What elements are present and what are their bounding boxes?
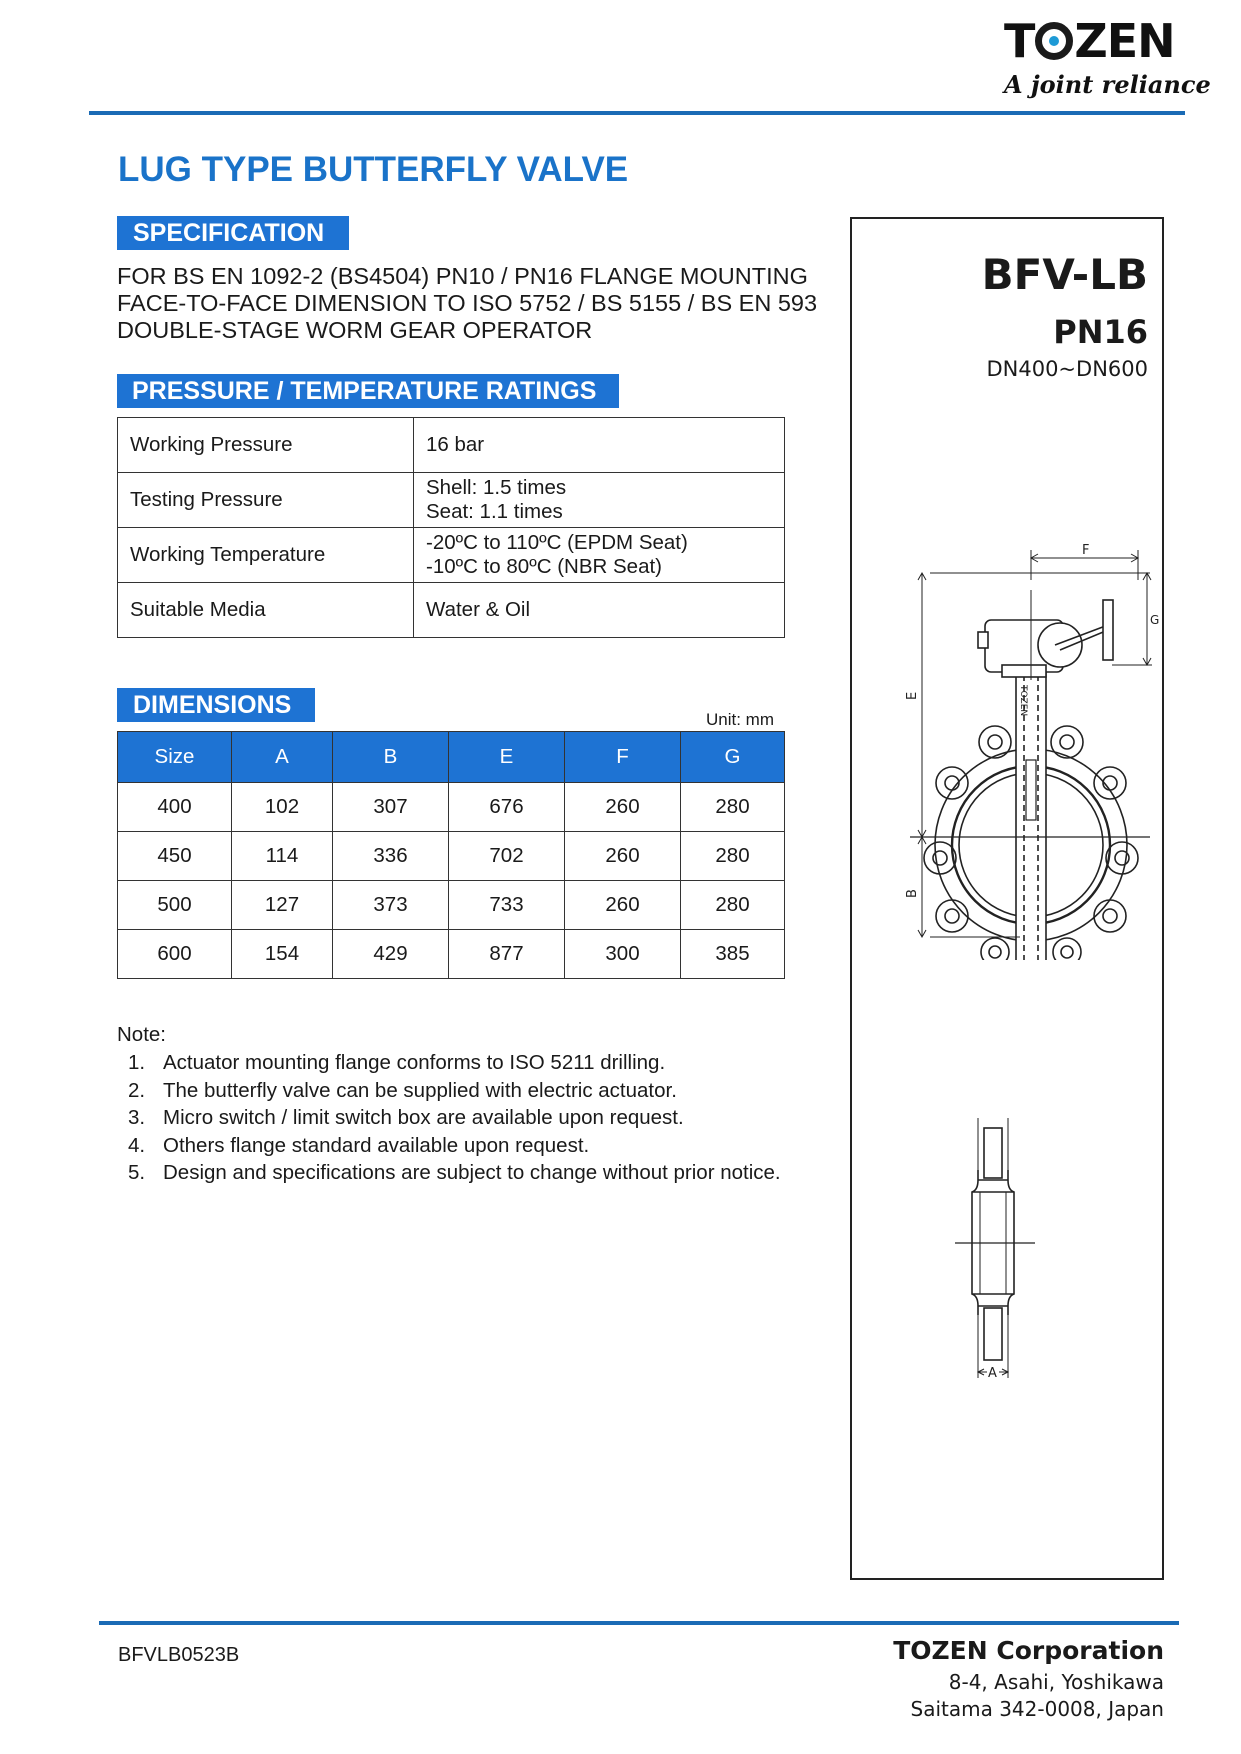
rating-value-line: Shell: 1.5 times	[426, 476, 567, 499]
dimensions-table	[117, 731, 785, 979]
col-header-f: F	[565, 732, 681, 783]
col-header-b: B	[333, 732, 449, 783]
table-cell: 127	[232, 881, 333, 930]
header-rule	[89, 111, 1185, 115]
rating-value	[414, 418, 785, 473]
page-title: LUG TYPE BUTTERFLY VALVE	[118, 150, 629, 189]
table-cell: 400	[118, 783, 232, 832]
note-number: 2.	[128, 1078, 146, 1102]
spec-line: FOR BS EN 1092-2 (BS4504) PN10 / PN16 FLANGE MOUNTING	[117, 263, 808, 289]
table-cell: 280	[681, 783, 785, 832]
table-cell: 260	[565, 832, 681, 881]
rating-value	[414, 528, 785, 583]
table-row	[118, 930, 785, 979]
note-text: Micro switch / limit switch box are available upon request.	[163, 1106, 684, 1129]
company-tagline: A joint reliance	[1004, 70, 1211, 99]
note-number: 4.	[128, 1133, 146, 1157]
rating-label: Testing Pressure	[118, 473, 414, 528]
note-number: 1.	[128, 1051, 146, 1074]
table-cell: 676	[449, 783, 565, 832]
col-header-size: Size	[118, 732, 232, 783]
table-cell: 373	[333, 881, 449, 930]
notes-title: Note:	[117, 1023, 166, 1046]
table-cell: 102	[232, 783, 333, 832]
unit-label: Unit: mm	[706, 710, 774, 729]
ratings-row	[118, 583, 785, 638]
table-cell: 336	[333, 832, 449, 881]
model-code: BFV-LB	[981, 250, 1148, 299]
document-code: BFVLB0523B	[118, 1644, 240, 1666]
table-cell: 280	[681, 881, 785, 930]
table-cell: 260	[565, 881, 681, 930]
note-item	[128, 1049, 781, 1077]
table-cell: 429	[333, 930, 449, 979]
company-logo: T ZEN	[1004, 14, 1175, 68]
logo-o-mark	[1035, 22, 1073, 60]
ratings-row	[118, 528, 785, 583]
table-row	[118, 783, 785, 832]
ratings-row	[118, 418, 785, 473]
table-cell: 114	[232, 832, 333, 881]
note-item	[128, 1159, 781, 1187]
table-cell: 500	[118, 881, 232, 930]
col-header-g: G	[681, 732, 785, 783]
rating-value-line: -10ºC to 80ºC (NBR Seat)	[426, 555, 663, 578]
table-cell: 154	[232, 930, 333, 979]
valve-side-drawing	[950, 1110, 1040, 1400]
table-cell: 702	[449, 832, 565, 881]
table-cell: 260	[565, 783, 681, 832]
rating-value-line: Seat: 1.1 times	[426, 500, 563, 523]
handwheel	[1103, 600, 1113, 660]
table-row	[118, 832, 785, 881]
rating-label: Working Temperature	[118, 528, 414, 583]
table-cell: 600	[118, 930, 232, 979]
note-text: Others flange standard available upon request.	[163, 1133, 590, 1157]
address-line-2: Saitama 342-0008, Japan	[910, 1697, 1164, 1721]
gear-housing	[1038, 623, 1082, 667]
dim-b-label: B	[905, 889, 920, 898]
drawing-brand: TOZEN	[1018, 685, 1028, 717]
note-item	[128, 1132, 781, 1160]
rating-value	[414, 583, 785, 638]
table-cell: 877	[449, 930, 565, 979]
table-cell: 307	[333, 783, 449, 832]
note-item	[128, 1077, 781, 1105]
specification-text	[117, 263, 817, 344]
col-header-a: A	[232, 732, 333, 783]
note-text: The butterfly valve can be supplied with electric actuator.	[163, 1078, 677, 1102]
note-text: Design and specifications are subject to change without prior notice.	[163, 1161, 781, 1184]
specification-heading: SPECIFICATION	[117, 216, 349, 250]
table-cell: 280	[681, 832, 785, 881]
note-text: Actuator mounting flange conforms to ISO 5211 drilling.	[163, 1051, 666, 1074]
ratings-row	[118, 473, 785, 528]
pressure-class: PN16	[1053, 313, 1148, 351]
table-cell: 733	[449, 881, 565, 930]
notes-list	[128, 1049, 781, 1187]
address-line-1: 8-4, Asahi, Yoshikawa	[948, 1670, 1164, 1694]
dim-a-label: A	[988, 1366, 997, 1381]
rating-value-line: 16 bar	[426, 433, 485, 456]
ratings-table	[117, 417, 785, 638]
dim-g-label: G	[1150, 613, 1160, 627]
table-cell: 300	[565, 930, 681, 979]
rating-label: Working Pressure	[118, 418, 414, 473]
dimensions-header-row	[118, 732, 785, 783]
table-cell: 385	[681, 930, 785, 979]
company-name: TOZEN Corporation	[893, 1636, 1164, 1665]
note-number: 5.	[128, 1161, 146, 1184]
dim-e-label: E	[905, 691, 920, 700]
note-item	[128, 1104, 781, 1132]
spec-line: FACE-TO-FACE DIMENSION TO ISO 5752 / BS 5155 / BS EN 593	[117, 290, 818, 316]
dimensions-heading: DIMENSIONS	[117, 688, 315, 722]
rating-value	[414, 473, 785, 528]
table-cell: 450	[118, 832, 232, 881]
dim-f-label: F	[1082, 543, 1090, 558]
rating-value-line: Water & Oil	[426, 598, 531, 621]
size-range: DN400~DN600	[986, 357, 1148, 381]
valve-front-drawing	[850, 540, 1164, 960]
col-header-e: E	[449, 732, 565, 783]
rating-label: Suitable Media	[118, 583, 414, 638]
footer-rule	[99, 1621, 1179, 1625]
rating-value-line: -20ºC to 110ºC (EPDM Seat)	[426, 531, 688, 554]
spec-line: DOUBLE-STAGE WORM GEAR OPERATOR	[117, 317, 593, 343]
note-number: 3.	[128, 1106, 146, 1129]
ratings-heading: PRESSURE / TEMPERATURE RATINGS	[117, 374, 619, 408]
table-row	[118, 881, 785, 930]
